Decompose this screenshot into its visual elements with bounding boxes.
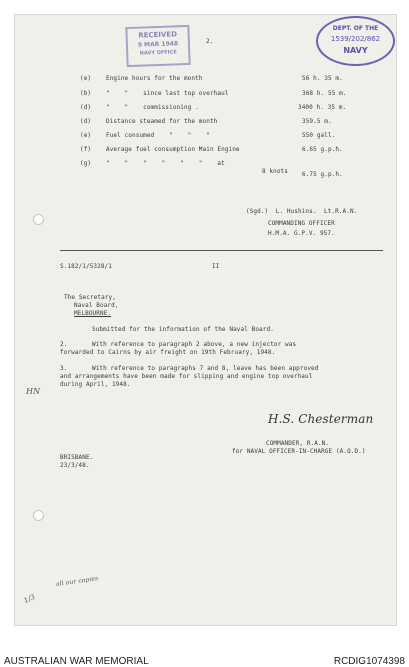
commander-title: COMMANDER, R.A.N. xyxy=(266,440,330,447)
item-value: 368 h. 55 m. xyxy=(302,90,347,97)
item-label: (d) xyxy=(80,104,92,111)
address-line: The Secretary, xyxy=(64,294,116,301)
footer-record-id: RCDIG1074398 xyxy=(333,656,405,667)
page-marker: II xyxy=(212,263,220,270)
paragraph-text: With reference to paragraphs 7 and 8, leave has been approved xyxy=(92,365,319,372)
stamp-text: RECEIVED xyxy=(138,30,178,40)
handwritten-note: all our copies xyxy=(55,575,99,588)
place: BRISBANE. xyxy=(60,454,94,461)
item-label: (b) xyxy=(80,90,92,97)
body-intro: Submitted for the information of the Naval Board. xyxy=(92,326,274,333)
item-text: Fuel consumed " " " xyxy=(106,132,210,139)
stamp-text: NAVY xyxy=(343,46,368,55)
paragraph-text: and arrangements have been made for slipping and engine top overhaul xyxy=(60,373,313,380)
reference-number: S.182/1/5328/1 xyxy=(60,263,112,270)
handwritten-signature: H.S. Chesterman xyxy=(268,412,374,426)
item-text: Average fuel consumption Main Engine xyxy=(106,146,240,153)
margin-note: HN xyxy=(26,387,41,396)
paragraph-number: 2. xyxy=(60,341,68,348)
signature-title: COMMANDING OFFICER xyxy=(268,220,335,227)
item-value: 3400 h. 35 m. xyxy=(298,104,347,111)
stamp-number: 1539/202/862 xyxy=(330,35,381,43)
address-line: Naval Board, xyxy=(74,302,119,309)
divider-line xyxy=(60,250,383,251)
item-text: " " since last top overhaul xyxy=(106,90,229,97)
header-fragment: 2. xyxy=(206,38,214,45)
item-label: (g) xyxy=(80,160,92,167)
item-text: 8 knots xyxy=(262,168,288,175)
item-text: " " " " " " at xyxy=(106,160,225,167)
item-label: (e) xyxy=(80,75,92,82)
paragraph-text: forwarded to Cairns by air freight on 19th February, 1948. xyxy=(60,349,276,356)
signature-line: (Sgd.) L. Hushins. Lt.R.A.N. xyxy=(246,208,358,215)
commander-title: for NAVAL OFFICER-IN-CHARGE (A.O.D.) xyxy=(232,448,366,455)
item-value: 56 h. 35 m. xyxy=(302,75,343,82)
item-text: Engine hours for the month xyxy=(106,75,203,82)
stamp-text: DEPT. OF THE xyxy=(332,25,379,32)
date: 23/3/48. xyxy=(60,462,90,469)
punch-hole xyxy=(33,214,44,225)
item-value: 550 gall. xyxy=(302,132,336,139)
item-value: 6.75 g.p.h. xyxy=(302,171,343,178)
paragraph-text: during April, 1948. xyxy=(60,381,131,388)
signature-vessel: H.M.A. G.P.V. 957. xyxy=(268,230,335,237)
item-text: Distance steamed for the month xyxy=(106,118,218,125)
paragraph-number: 3. xyxy=(60,365,68,372)
item-label: (f) xyxy=(80,146,92,153)
address-line: MELBOURNE. xyxy=(74,310,112,317)
navy-dept-stamp xyxy=(316,16,395,66)
footer-institution: AUSTRALIAN WAR MEMORIAL xyxy=(4,656,149,667)
item-value: 359.5 m. xyxy=(302,118,332,125)
item-value: 6.65 g.p.h. xyxy=(302,146,343,153)
stamp-text: NAVY OFFICE xyxy=(139,49,177,57)
item-label: (e) xyxy=(80,132,92,139)
received-stamp xyxy=(125,25,190,67)
handwritten-initial: 1/3 xyxy=(22,592,37,606)
punch-hole xyxy=(33,510,44,521)
stamp-date: 9 MAR 1948 xyxy=(137,40,179,49)
item-label: (d) xyxy=(80,118,92,125)
item-text: " " commissioning . xyxy=(106,104,199,111)
paragraph-text: With reference to paragraph 2 above, a new injector was xyxy=(92,341,297,348)
